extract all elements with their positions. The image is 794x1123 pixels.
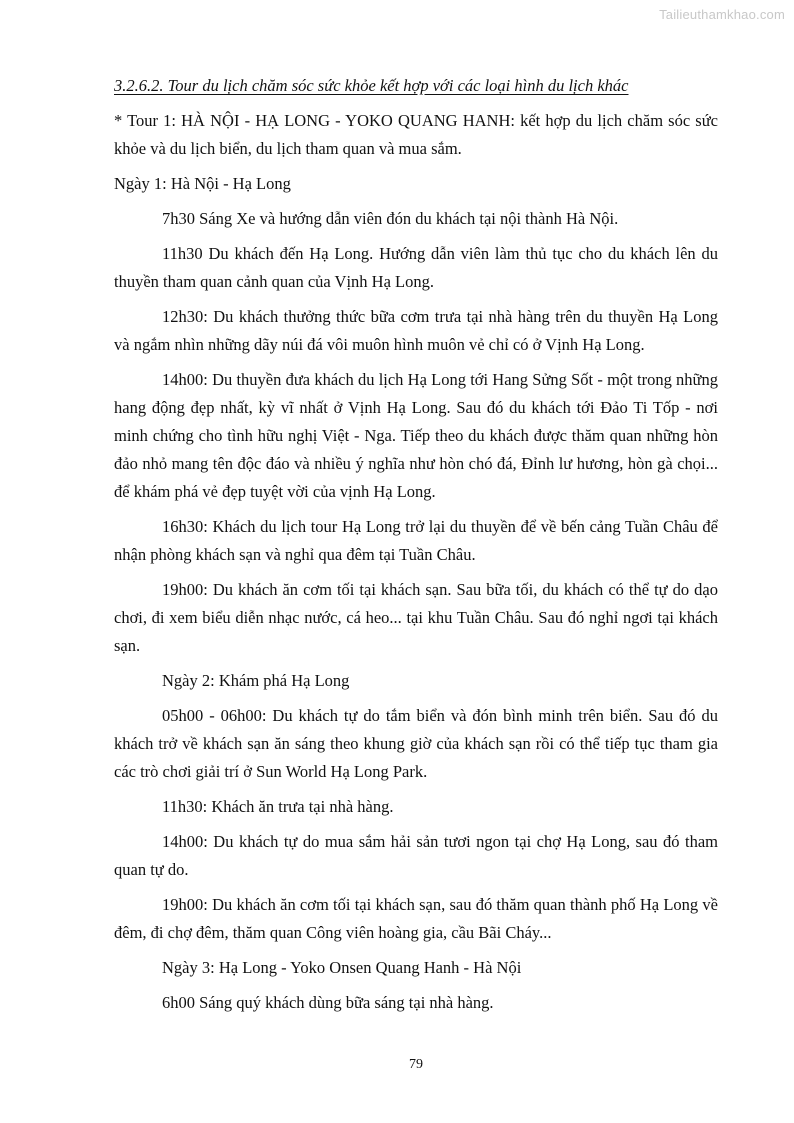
itinerary-item: 7h30 Sáng Xe và hướng dẫn viên đón du khách tại nội thành Hà Nội.	[162, 209, 619, 228]
itinerary-item: 14h00: Du thuyền đưa khách du lịch Hạ Long tới Hang Sửng Sốt - một trong những hang động đẹp nhất, kỳ vĩ nhất ở Vịnh Hạ Long. Sau đó du khách tới Đảo Ti Tốp - nơi minh chứng cho tình hữu nghị Việt - Nga. Tiếp theo du khách được thăm quan những hòn đảo nhỏ mang tên độc đáo và nhiều ý nghĩa như hòn chó đá, Đỉnh lư hương, hòn gà chọi... để khám phá vẻ đẹp tuyệt vời của vịnh Hạ Long.	[114, 370, 718, 501]
itinerary-item: 14h00: Du khách tự do mua sắm hải sản tươi ngon tại chợ Hạ Long, sau đó tham quan tự do.	[114, 832, 718, 879]
itinerary-item: 11h30 Du khách đến Hạ Long. Hướng dẫn viên làm thủ tục cho du khách lên du thuyền tham quan cảnh quan của Vịnh Hạ Long.	[114, 244, 718, 291]
itinerary-item: 05h00 - 06h00: Du khách tự do tắm biển và đón bình minh trên biển. Sau đó du khách trở về khách sạn ăn sáng theo khung giờ của khách sạn rồi có thể tiếp tục tham gia các trò chơi giải trí ở Sun World Hạ Long Park.	[114, 706, 718, 781]
page-content	[114, 72, 718, 1024]
itinerary-item: 12h30: Du khách thưởng thức bữa cơm trưa tại nhà hàng trên du thuyền Hạ Long và ngắm nhìn những dãy núi đá vôi muôn hình muôn vẻ chỉ có ở Vịnh Hạ Long.	[114, 307, 718, 354]
day-2-heading: Ngày 2: Khám phá Hạ Long	[162, 671, 350, 690]
itinerary-item: 19h00: Du khách ăn cơm tối tại khách sạn, sau đó thăm quan thành phố Hạ Long về đêm, đi chợ đêm, thăm quan Công viên hoàng gia, cầu Bãi Cháy...	[114, 895, 718, 942]
day-1-heading: Ngày 1: Hà Nội - Hạ Long	[114, 174, 291, 193]
itinerary-item: 11h30: Khách ăn trưa tại nhà hàng.	[162, 797, 394, 816]
section-heading: 3.2.6.2. Tour du lịch chăm sóc sức khỏe kết hợp với các loại hình du lịch khác	[114, 76, 629, 95]
page-number: 79	[409, 1057, 423, 1072]
day-3-heading: Ngày 3: Hạ Long - Yoko Onsen Quang Hanh - Hà Nội	[162, 958, 522, 977]
itinerary-item: 19h00: Du khách ăn cơm tối tại khách sạn. Sau bữa tối, du khách có thể tự do dạo chơi, đi xem biểu diễn nhạc nước, cá heo... tại khu Tuần Châu. Sau đó nghỉ ngơi tại khách sạn.	[114, 580, 718, 655]
tour-intro-paragraph: * Tour 1: HÀ NỘI - HẠ LONG - YOKO QUANG HANH: kết hợp du lịch chăm sóc sức khỏe và du lịch biển, du lịch tham quan và mua sắm.	[114, 111, 718, 158]
itinerary-item: 6h00 Sáng quý khách dùng bữa sáng tại nhà hàng.	[162, 993, 494, 1012]
watermark: Tailieuthamkhao.com	[659, 7, 785, 22]
itinerary-item: 16h30: Khách du lịch tour Hạ Long trở lại du thuyền để về bến cảng Tuần Châu để nhận phòng khách sạn và nghỉ qua đêm tại Tuần Châu.	[114, 517, 718, 564]
